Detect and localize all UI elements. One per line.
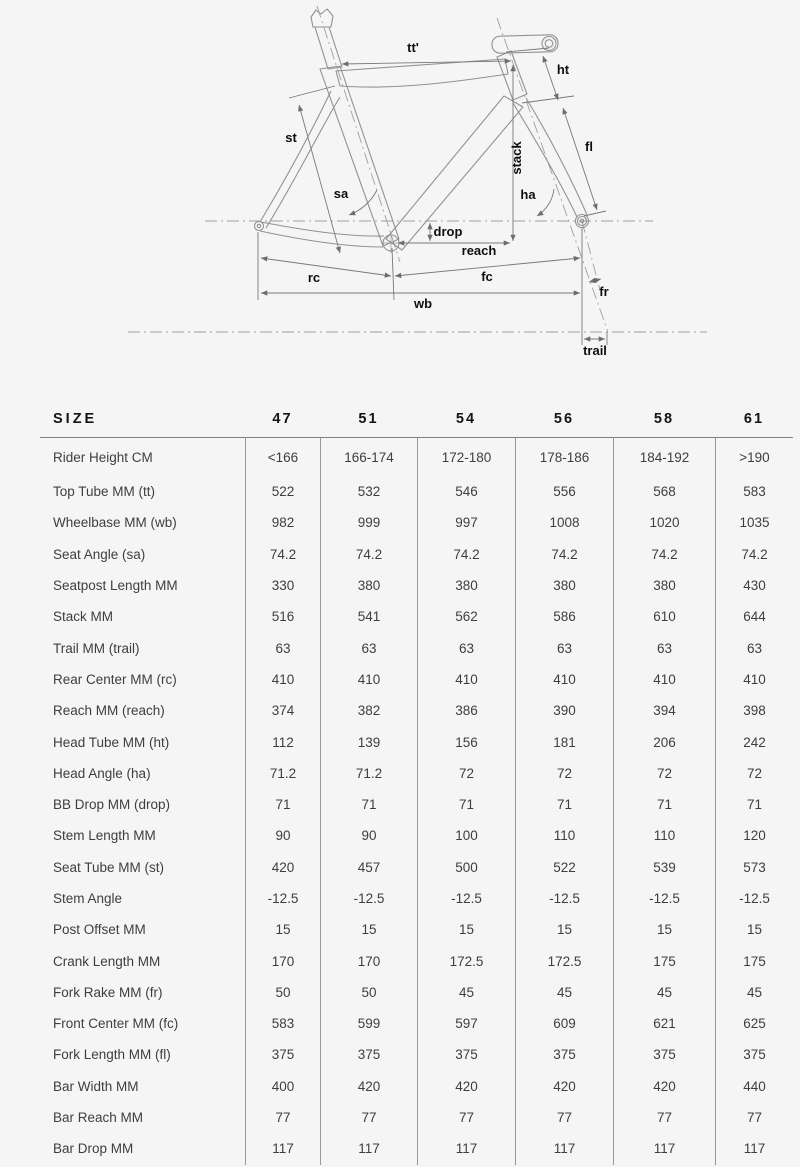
value-cell: 45 [715,977,793,1008]
row-label: BB Drop MM (drop) [53,797,171,813]
frame-drawing-svg [0,0,800,392]
value-cell: 516 [245,601,320,632]
value-cell: 74.2 [613,539,715,570]
value-cell: 390 [515,695,613,726]
value-cell: 156 [417,726,515,757]
value-cell: 120 [715,820,793,851]
seat-angle-arc [349,190,377,215]
table-row [40,977,793,1008]
table-row [40,570,793,601]
row-label: Post Offset MM [53,922,146,938]
row-label: Stack MM [53,609,114,625]
value-cell: 63 [515,632,613,663]
value-cell: -12.5 [245,883,320,914]
value-cell: 74.2 [320,539,417,570]
value-cell: 45 [417,977,515,1008]
value-cell: 77 [515,1102,613,1133]
value-cell: 375 [417,1039,515,1070]
value-cell: 63 [245,632,320,663]
value-cell: 532 [320,476,417,507]
value-cell: 15 [613,914,715,945]
size-column-51: 51 [358,410,379,427]
value-cell: 71 [320,789,417,820]
value-cell: 541 [320,601,417,632]
value-cell: 90 [245,820,320,851]
value-cell: 410 [715,664,793,695]
value-cell: 117 [515,1133,613,1164]
value-cell: 112 [245,726,320,757]
value-cell: 394 [613,695,715,726]
value-cell: 599 [320,1008,417,1039]
value-cell: 71 [715,789,793,820]
value-cell: 77 [245,1102,320,1133]
value-cell: 74.2 [245,539,320,570]
value-cell: 117 [417,1133,515,1164]
value-cell: 63 [417,632,515,663]
value-cell: 63 [320,632,417,663]
value-cell: 573 [715,852,793,883]
value-cell: 375 [320,1039,417,1070]
value-cell: 982 [245,507,320,538]
value-cell: 74.2 [417,539,515,570]
value-cell: 625 [715,1008,793,1039]
head-angle-arc [537,189,554,216]
value-cell: 420 [515,1071,613,1102]
table-row [40,726,793,757]
value-cell: 382 [320,695,417,726]
value-cell: >190 [715,438,793,476]
table-header-row [40,400,793,438]
value-cell: 420 [320,1071,417,1102]
value-cell: 71.2 [320,758,417,789]
value-cell: 74.2 [715,539,793,570]
value-cell: 420 [417,1071,515,1102]
value-cell: 15 [320,914,417,945]
table-row [40,539,793,570]
size-column-56: 56 [553,410,575,427]
value-cell: 110 [515,820,613,851]
value-cell: -12.5 [515,883,613,914]
row-label: Bar Width MM [53,1078,139,1094]
value-cell: 380 [417,570,515,601]
value-cell: 375 [715,1039,793,1070]
value-cell: 586 [515,601,613,632]
value-cell: 15 [715,914,793,945]
value-cell: 72 [417,758,515,789]
value-cell: 71 [613,789,715,820]
diagram-label-ha: ha [520,187,536,202]
row-label: Front Center MM (fc) [53,1016,179,1032]
value-cell: 380 [320,570,417,601]
bike-geometry-diagram [0,0,800,392]
diagram-label-reach: reach [461,243,497,258]
value-cell: 583 [715,476,793,507]
row-label: Head Angle (ha) [53,765,151,781]
value-cell: 77 [320,1102,417,1133]
value-cell: 610 [613,601,715,632]
table-row [40,601,793,632]
diagram-label-sa: sa [333,186,349,201]
diagram-label-drop: drop [433,224,463,239]
table-row [40,664,793,695]
value-cell: 45 [515,977,613,1008]
value-cell: 375 [613,1039,715,1070]
handlebar-inner [545,40,553,48]
value-cell: 330 [245,570,320,601]
value-cell: 117 [320,1133,417,1164]
value-cell: 374 [245,695,320,726]
bike-frame-outline [255,9,589,253]
value-cell: 410 [320,664,417,695]
diagram-label-trail: trail [583,343,607,358]
value-cell: 15 [417,914,515,945]
table-row [40,438,793,476]
value-cell: 380 [613,570,715,601]
value-cell: 1008 [515,507,613,538]
row-label: Crank Length MM [53,953,161,969]
row-label: Head Tube MM (ht) [53,734,170,750]
row-label: Stem Angle [53,891,123,906]
rear-axle [255,222,264,231]
value-cell: 539 [613,852,715,883]
value-cell: 420 [245,852,320,883]
value-cell: 15 [515,914,613,945]
diagram-label-fl: fl [585,139,593,154]
value-cell: <166 [245,438,320,476]
table-row [40,1071,793,1102]
diagram-label-fr: fr [599,284,609,299]
value-cell: 500 [417,852,515,883]
row-label: Bar Drop MM [53,1141,134,1157]
value-cell: 375 [515,1039,613,1070]
diagram-label-tt: tt' [407,40,419,55]
value-cell: 71 [515,789,613,820]
row-label: Stem Length MM [53,828,156,844]
value-cell: 72 [515,758,613,789]
value-cell: 181 [515,726,613,757]
value-cell: 410 [515,664,613,695]
diagram-labels [285,40,608,358]
diagram-label-st: st [285,130,297,145]
dimension-lines [258,48,607,345]
value-cell: 170 [320,945,417,976]
value-cell: -12.5 [417,883,515,914]
value-cell: 410 [417,664,515,695]
value-cell: 1035 [715,507,793,538]
value-cell: 77 [715,1102,793,1133]
value-cell: 72 [715,758,793,789]
value-cell: 175 [613,945,715,976]
value-cell: 170 [245,945,320,976]
value-cell: 175 [715,945,793,976]
value-cell: 440 [715,1071,793,1102]
seat-stay-top [260,91,331,222]
diagram-label-rc: rc [307,270,321,285]
row-label: Seat Angle (sa) [53,546,146,562]
row-label: Top Tube MM (tt) [53,484,156,500]
value-cell: 63 [715,632,793,663]
value-cell: 178-186 [515,438,613,476]
table-row [40,632,793,663]
value-cell: 74.2 [515,539,613,570]
value-cell: 71 [245,789,320,820]
value-cell: 556 [515,476,613,507]
row-label: Seat Tube MM (st) [53,859,165,875]
table-row [40,476,793,507]
value-cell: 386 [417,695,515,726]
value-cell: 609 [515,1008,613,1039]
geometry-table [40,400,793,1165]
diagram-label-stack: stack [509,141,524,175]
seatpost [315,27,342,69]
value-cell: 117 [613,1133,715,1164]
table-row [40,789,793,820]
value-cell: 77 [417,1102,515,1133]
value-cell: 206 [613,726,715,757]
value-cell: 166-174 [320,438,417,476]
value-cell: 15 [245,914,320,945]
chain-stay-bottom [260,231,383,247]
value-cell: 100 [417,820,515,851]
value-cell: 110 [613,820,715,851]
chain-stay-top [261,222,384,236]
row-label: Trail MM (trail) [53,640,140,656]
value-cell: 546 [417,476,515,507]
row-label: Rear Center MM (rc) [53,671,177,687]
value-cell: 430 [715,570,793,601]
table-row [40,852,793,883]
value-cell: 72 [613,758,715,789]
value-cell: 50 [320,977,417,1008]
diagram-label-ht: ht [556,62,570,77]
value-cell: 77 [613,1102,715,1133]
value-cell: 999 [320,507,417,538]
value-cell: 172.5 [417,945,515,976]
value-cell: 45 [613,977,715,1008]
table-row [40,883,793,914]
value-cell: 420 [613,1071,715,1102]
table-row [40,820,793,851]
table-row [40,1039,793,1070]
value-cell: 90 [320,820,417,851]
value-cell: 568 [613,476,715,507]
value-cell: 644 [715,601,793,632]
row-label: Fork Rake MM (fr) [53,984,163,1000]
table-row [40,507,793,538]
value-cell: 400 [245,1071,320,1102]
value-cell: 398 [715,695,793,726]
table-row [40,1133,793,1164]
row-label: Bar Reach MM [53,1110,144,1126]
value-cell: 583 [245,1008,320,1039]
value-cell: 380 [515,570,613,601]
seat-tube [320,66,399,246]
value-cell: -12.5 [613,883,715,914]
value-cell: 410 [245,664,320,695]
value-cell: 562 [417,601,515,632]
row-label: Seatpost Length MM [53,578,178,594]
table-row [40,1102,793,1133]
rear-axle-center [257,224,260,227]
value-cell: -12.5 [715,883,793,914]
value-cell: 1020 [613,507,715,538]
row-label: Rider Height CM [53,449,153,465]
value-cell: 63 [613,632,715,663]
diagram-label-wb: wb [413,296,433,311]
value-cell: 522 [515,852,613,883]
table-row [40,945,793,976]
value-cell: 117 [245,1133,320,1164]
value-cell: -12.5 [320,883,417,914]
row-label: Fork Length MM (fl) [53,1047,171,1063]
value-cell: 410 [613,664,715,695]
value-cell: 184-192 [613,438,715,476]
table-row [40,758,793,789]
value-cell: 71.2 [245,758,320,789]
seat-stay-bottom [266,97,340,228]
value-cell: 375 [245,1039,320,1070]
row-label: Wheelbase MM (wb) [53,515,177,531]
row-label: Reach MM (reach) [53,703,165,719]
table-row [40,914,793,945]
value-cell: 621 [613,1008,715,1039]
size-column-54: 54 [455,410,477,427]
table-row [40,1008,793,1039]
size-column-58: 58 [653,410,675,427]
value-cell: 172.5 [515,945,613,976]
value-cell: 50 [245,977,320,1008]
value-cell: 71 [417,789,515,820]
value-cell: 172-180 [417,438,515,476]
value-cell: 597 [417,1008,515,1039]
size-header-label: SIZE [53,410,98,427]
value-cell: 522 [245,476,320,507]
value-cell: 242 [715,726,793,757]
size-column-61: 61 [743,410,765,427]
value-cell: 139 [320,726,417,757]
value-cell: 457 [320,852,417,883]
table-body [40,438,793,1165]
saddle-clamp [311,9,333,27]
value-cell: 997 [417,507,515,538]
value-cell: 117 [715,1133,793,1164]
size-column-47: 47 [272,410,293,427]
table-row [40,695,793,726]
diagram-label-fc: fc [481,269,493,284]
